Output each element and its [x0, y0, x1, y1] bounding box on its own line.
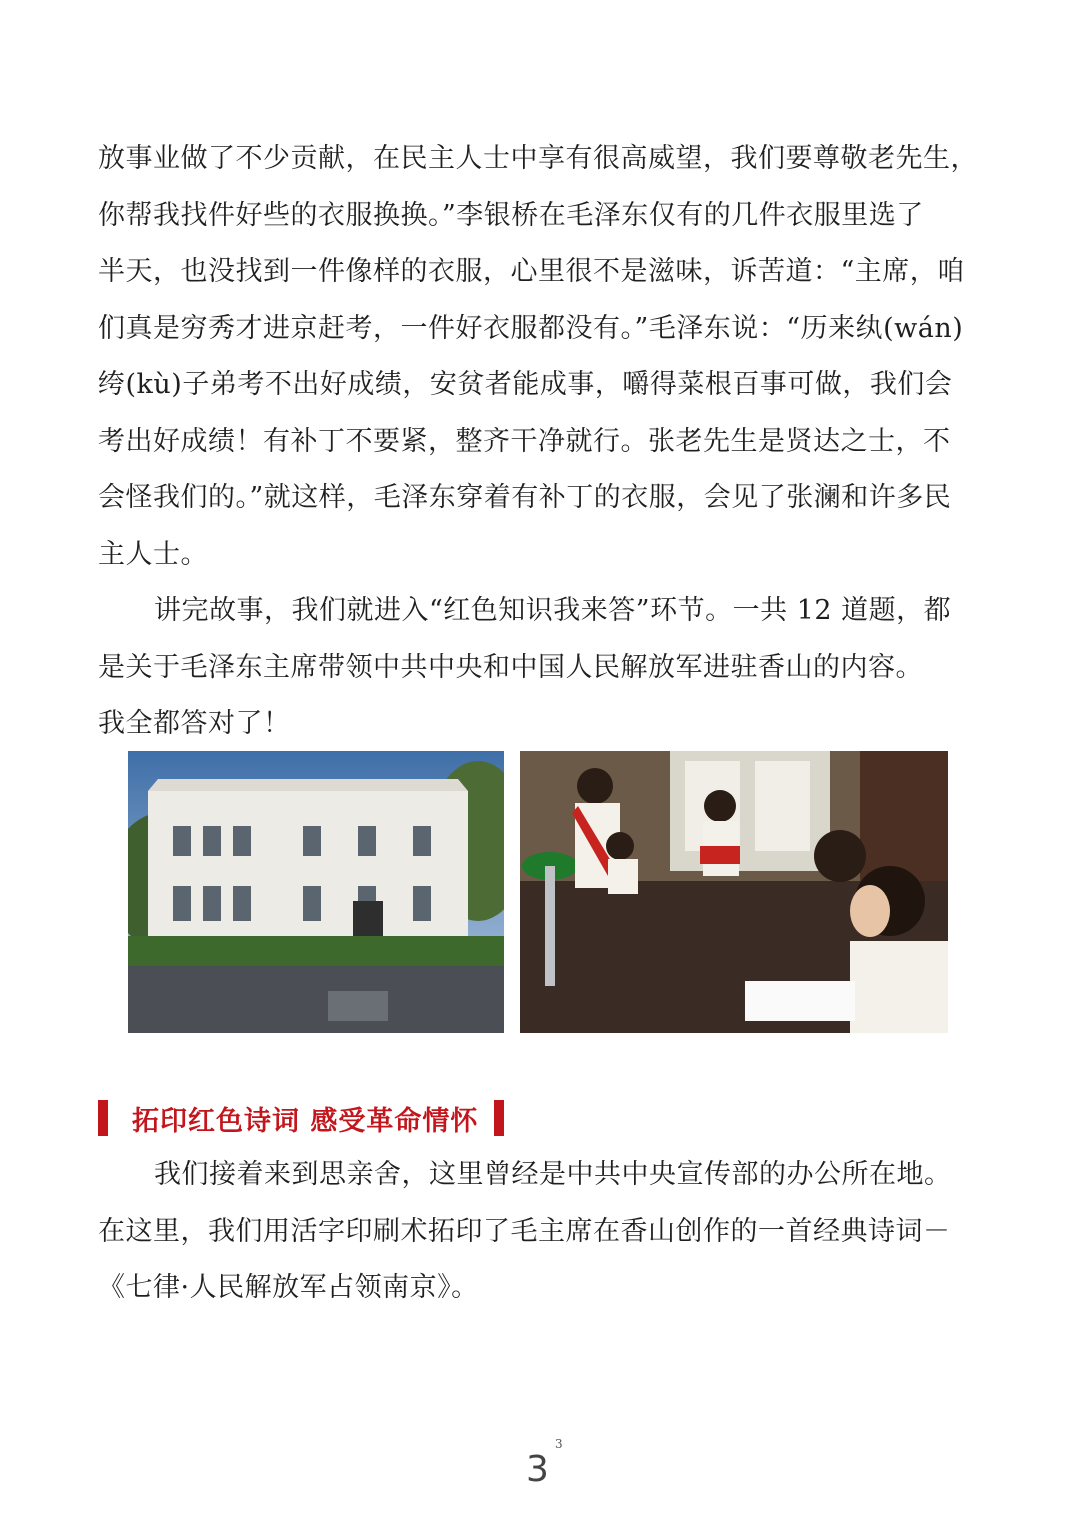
text-line: 放事业做了不少贡献，在民主人士中享有很高威望，我们要尊敬老先生， [98, 143, 978, 174]
body-paragraph-2 [98, 583, 982, 753]
section-heading [98, 1097, 504, 1139]
text-line: 是关于毛泽东主席带领中共中央和中国人民解放军进驻香山的内容。 [98, 651, 923, 683]
text-line: 我全都答对了！ [98, 708, 291, 739]
text-line: 考出好成绩！有补丁不要紧，整齐干净就行。张老先生是贤达之士，不 [98, 425, 951, 457]
text-line: 会怪我们的。”就这样，毛泽东穿着有补丁的衣服，会见了张澜和许多民 [98, 482, 952, 513]
text-line: 讲完故事，我们就进入“红色知识我来答”环节。一共 12 道题，都 [154, 595, 952, 626]
page-number-small: 3 [555, 1437, 563, 1451]
text-line: 《七律·人民解放军占领南京》。 [98, 1272, 479, 1303]
text-line: 半天，也没找到一件像样的衣服，心里很不是滋味，诉苦道：“主席，咱 [98, 256, 965, 287]
text-line: 在这里，我们用活字印刷术拓印了毛主席在香山创作的一首经典诗词－ [98, 1215, 951, 1247]
building-photo [128, 751, 504, 1033]
heading-bar-right [494, 1100, 504, 1136]
body-paragraph-3 [98, 1147, 982, 1317]
page-number: 3 [526, 1449, 549, 1490]
heading-bar-left [98, 1100, 108, 1136]
text-line: 绔(kù)子弟考不出好成绩，安贫者能成事，嚼得菜根百事可做，我们会 [98, 369, 953, 400]
text-line: 主人士。 [98, 538, 208, 570]
text-line: 你帮我找件好些的衣服换换。”李银桥在毛泽东仅有的几件衣服里选了 [98, 199, 924, 231]
reading-children-photo [520, 751, 948, 1033]
section-heading-text: 拓印红色诗词 感受革命情怀 [132, 1105, 479, 1137]
photo-row [128, 751, 948, 1033]
text-line: 我们接着来到思亲舍，这里曾经是中共中央宣传部的办公所在地。 [154, 1159, 952, 1190]
text-line: 们真是穷秀才进京赶考，一件好衣服都没有。”毛泽东说：“历来纨(wán) [98, 312, 964, 344]
body-paragraph-1 [98, 131, 982, 583]
